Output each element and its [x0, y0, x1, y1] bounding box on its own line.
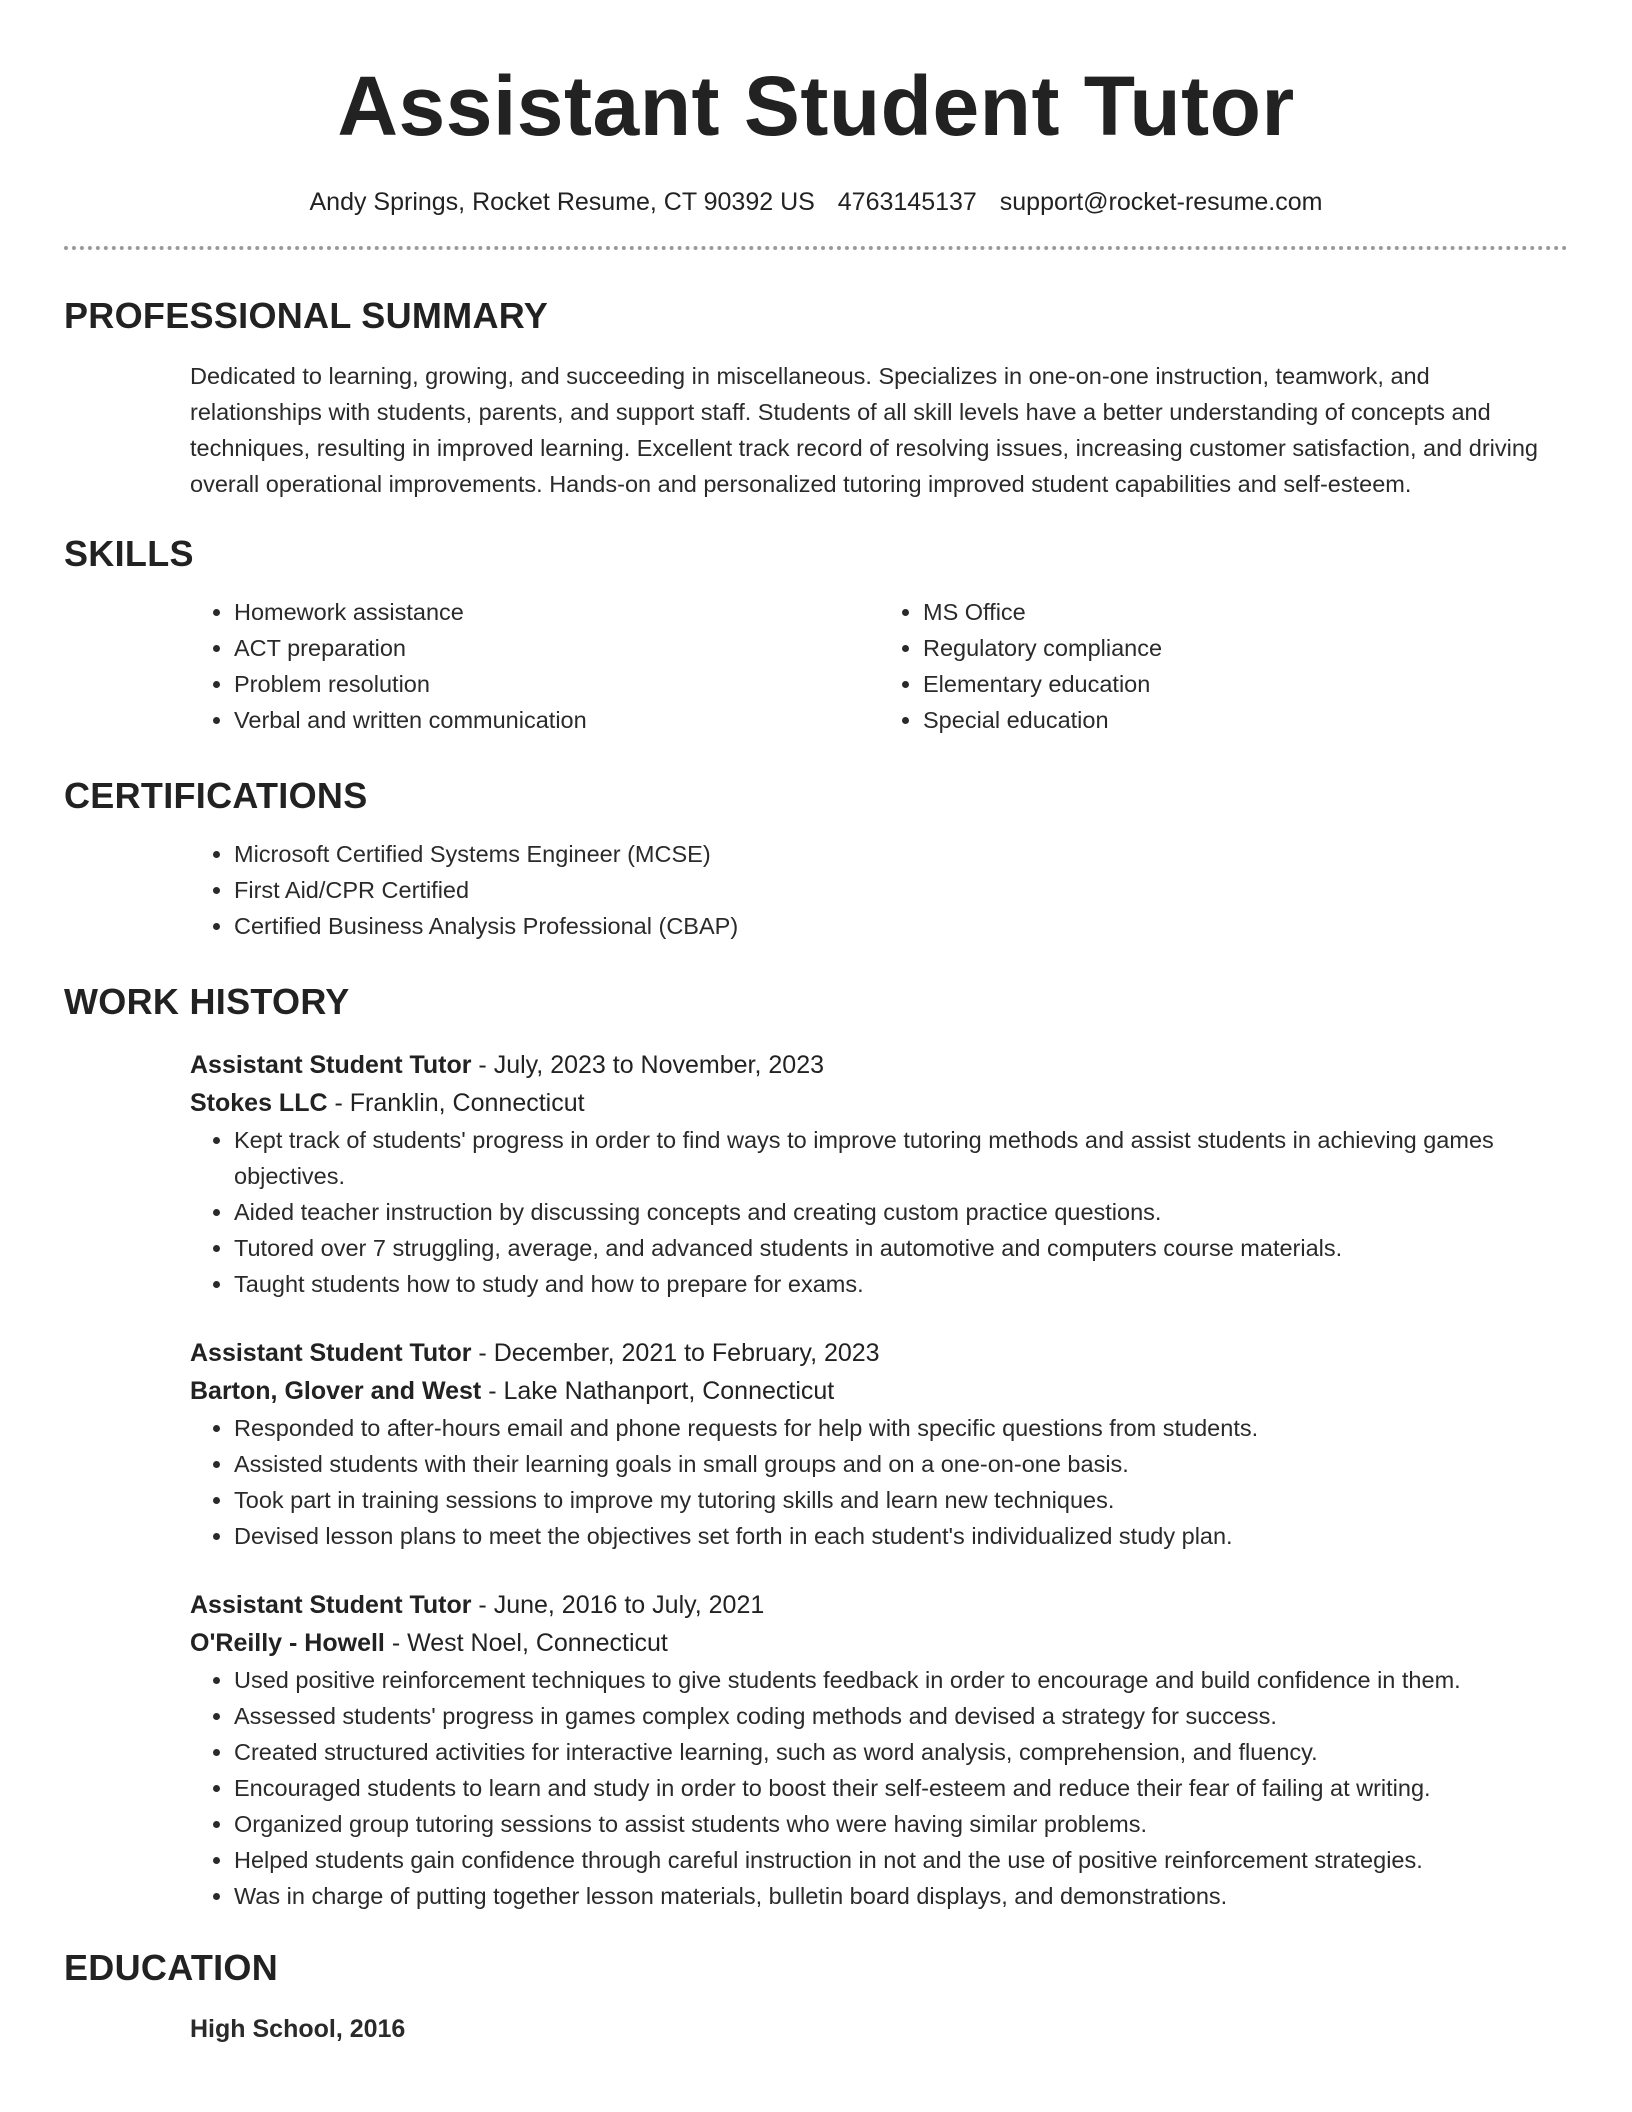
header-divider: [64, 246, 1568, 250]
job-dates: - June, 2016 to July, 2021: [471, 1591, 765, 1619]
certification-item: • Certified Business Analysis Professional (CBAP): [234, 908, 1568, 944]
certifications-heading: CERTIFICATIONS: [64, 775, 368, 816]
job-bullets: [190, 1122, 1568, 1302]
skill-item: • Homework assistance: [234, 594, 879, 630]
job-dates: - July, 2023 to November, 2023: [471, 1051, 824, 1079]
job-bullet: • Aided teacher instruction by discussing concepts and creating custom practice questions.: [234, 1194, 1568, 1230]
summary-text: Dedicated to learning, growing, and succeeding in miscellaneous. Specializes in one-on-one instruction, teamwork, and relationships with students, parents, and support staff. Students of all skill levels have a better understanding of concepts and techniques, resulting in improved learning. Excellent track record of resolving issues, increasing customer satisfaction, and driving overall operational improvements. Hands-on and personalized tutoring improved student capabilities and self-esteem.: [190, 363, 1538, 497]
job-bullet: • Assessed students' progress in games complex coding methods and devised a strategy for success.: [234, 1698, 1568, 1734]
summary-heading: PROFESSIONAL SUMMARY: [64, 295, 549, 336]
skill-item: • Special education: [923, 702, 1568, 738]
skills-list-right: [879, 594, 1568, 738]
contact-line: [64, 186, 1568, 218]
certifications-list: [190, 836, 1568, 944]
job-title: Assistant Student Tutor: [190, 1051, 472, 1079]
education-degree: High School, 2016: [190, 2015, 406, 2043]
certifications-section: [190, 836, 1568, 944]
job-bullet: • Organized group tutoring sessions to assist students who were having similar problems.: [234, 1806, 1568, 1842]
education-heading: EDUCATION: [64, 1947, 279, 1988]
job-bullets: [190, 1410, 1568, 1554]
job-bullet: • Used positive reinforcement techniques to give students feedback in order to encourage and build confidence in them.: [234, 1662, 1568, 1698]
education-entry: [190, 2010, 1568, 2048]
job-entry: [190, 1046, 1568, 1302]
job-bullet: • Kept track of students' progress in order to find ways to improve tutoring methods and assist students in achieving games objectives.: [234, 1122, 1568, 1194]
resume-title: Assistant Student Tutor: [337, 59, 1295, 153]
skill-item: • ACT preparation: [234, 630, 879, 666]
contact-phone: 4763145137: [837, 188, 977, 216]
job-entry: [190, 1586, 1568, 1914]
job-bullets: [190, 1662, 1568, 1914]
job-bullet: • Encouraged students to learn and study in order to boost their self-esteem and reduce their fear of failing at writing.: [234, 1770, 1568, 1806]
contact-address: Andy Springs, Rocket Resume, CT 90392 US: [309, 188, 815, 216]
job-location: - Lake Nathanport, Connecticut: [481, 1377, 835, 1405]
skill-item: • Regulatory compliance: [923, 630, 1568, 666]
job-title-line: [190, 1334, 1568, 1372]
job-dates: - December, 2021 to February, 2023: [471, 1339, 880, 1367]
work-history-heading: WORK HISTORY: [64, 981, 350, 1022]
job-company-line: [190, 1624, 1568, 1662]
skills-grid: [190, 594, 1568, 738]
skill-item: • Problem resolution: [234, 666, 879, 702]
job-bullet: • Tutored over 7 struggling, average, and advanced students in automotive and computers course materials.: [234, 1230, 1568, 1266]
job-bullet: • Helped students gain confidence through careful instruction in not and the use of positive reinforcement strategies.: [234, 1842, 1568, 1878]
job-bullet: • Created structured activities for interactive learning, such as word analysis, comprehension, and fluency.: [234, 1734, 1568, 1770]
skill-item: • Verbal and written communication: [234, 702, 879, 738]
job-title: Assistant Student Tutor: [190, 1591, 472, 1619]
certification-item: • First Aid/CPR Certified: [234, 872, 1568, 908]
job-bullet: • Responded to after-hours email and phone requests for help with specific questions from students.: [234, 1410, 1568, 1446]
job-company: O'Reilly - Howell: [190, 1629, 385, 1657]
certification-item: • Microsoft Certified Systems Engineer (MCSE): [234, 836, 1568, 872]
skills-list-left: [190, 594, 879, 738]
skills-heading: SKILLS: [64, 533, 194, 574]
job-entry: [190, 1334, 1568, 1554]
job-title: Assistant Student Tutor: [190, 1339, 472, 1367]
job-location: - West Noel, Connecticut: [384, 1629, 668, 1657]
job-bullet: • Devised lesson plans to meet the objectives set forth in each student's individualized study plan.: [234, 1518, 1568, 1554]
job-bullet: • Assisted students with their learning goals in small groups and on a one-on-one basis.: [234, 1446, 1568, 1482]
skill-item: • MS Office: [923, 594, 1568, 630]
skill-item: • Elementary education: [923, 666, 1568, 702]
contact-email: support@rocket-resume.com: [999, 188, 1323, 216]
job-company-line: [190, 1084, 1568, 1122]
job-company: Stokes LLC: [190, 1089, 328, 1117]
job-company-line: [190, 1372, 1568, 1410]
job-bullet: • Took part in training sessions to improve my tutoring skills and learn new techniques.: [234, 1482, 1568, 1518]
job-bullet: • Taught students how to study and how to prepare for exams.: [234, 1266, 1568, 1302]
job-title-line: [190, 1046, 1568, 1084]
job-company: Barton, Glover and West: [190, 1377, 482, 1405]
job-location: - Franklin, Connecticut: [327, 1089, 585, 1117]
job-bullet: • Was in charge of putting together lesson materials, bulletin board displays, and demonstrations.: [234, 1878, 1568, 1914]
job-title-line: [190, 1586, 1568, 1624]
